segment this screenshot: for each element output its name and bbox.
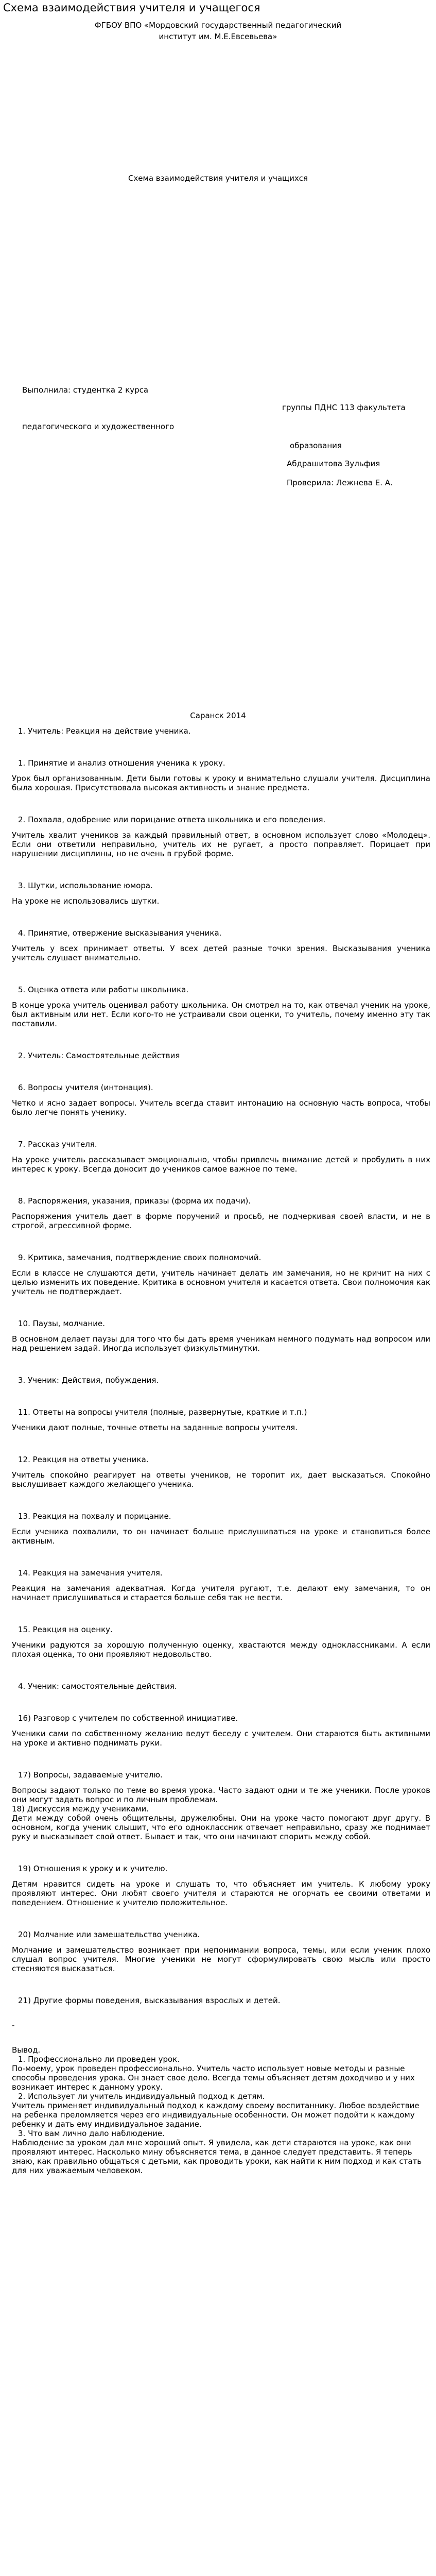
section-heading: 11. Ответы на вопросы учителя (полные, развернутые, краткие и т.п.)	[18, 1408, 307, 1417]
section-heading: 4. Принятие, отвержение высказывания ученика.	[18, 928, 222, 938]
section-paragraph: Если в классе не слушаются дети, учитель начинает делать им замечания, но не кричит на них с целью изменить их поведение. Критика в основном учителя и касается ответа. Свои полномочия как учитель не подтверждает.	[12, 1268, 430, 1296]
conclusion-question: 3. Что вам лично дало наблюдение.	[18, 2129, 165, 2138]
city-year: Саранск 2014	[190, 711, 246, 720]
section-heading: 12. Реакция на ответы ученика.	[18, 1455, 149, 1464]
section-heading: 8. Распоряжения, указания, приказы (форма их подачи).	[18, 1196, 251, 1206]
section-heading: 5. Оценка ответа или работы школьника.	[18, 985, 189, 994]
section-paragraph: Молчание и замешательство возникает при непонимании вопроса, темы, или если ученик плохо слушал вопрос учителя. Многие ученики не могут сформулировать свою мысль или просто стесняются высказаться.	[12, 1945, 430, 1973]
section-heading: 15. Реакция на оценку.	[18, 1625, 113, 1634]
author-line-1: Выполнила: студентка 2 курса	[22, 385, 149, 395]
conclusion-bullet: -	[12, 2021, 15, 2030]
section-heading: 20) Молчание или замешательство ученика.	[18, 1930, 200, 1939]
section-paragraph: Ученики радуются за хорошую полученную оценку, хвастаются между одноклассниками. А если плохая оценка, то они проявляют недовольство.	[12, 1640, 430, 1659]
section-heading: 6. Вопросы учителя (интонация).	[18, 1083, 153, 1092]
section-paragraph: Учитель хвалит учеников за каждый правильный ответ, в основном использует слово «Молодец». Если они ответили неправильно, учитель их не ругает, а просто поправляет. Порицает при нарушении дисциплины, но не очень в грубой форме.	[12, 831, 430, 858]
conclusion-question: 2. Использует ли учитель индивидуальный подход к детям.	[18, 2092, 265, 2101]
conclusion-question: 1. Профессионально ли проведен урок.	[18, 2055, 180, 2064]
section-heading: 21) Другие формы поведения, высказывания взрослых и детей.	[18, 1996, 281, 2005]
section-heading: 4. Ученик: самостоятельные действия.	[18, 1682, 177, 1691]
conclusion-answer: По-моему, урок проведен профессионально. Учитель часто использует новые методы и разные способы проведения урока. Он знает свое дело. Всегда темы объясняет детям доходчиво и у них возникает интерес к данному уроку.	[12, 2064, 415, 2092]
author-line-3: педагогического и художественного	[22, 422, 175, 431]
section-paragraph: Детям нравится сидеть на уроке и слушать то, что объясняет им учитель. К любому уроку проявляют интерес. Они любят своего учителя и стараются не огорчать ее своими ответами и поведением. Отношение к учителю положительное.	[12, 1879, 430, 1907]
section-heading: 14. Реакция на замечания учителя.	[18, 1568, 163, 1578]
author-line-2: группы ПДНС 113 факультета	[282, 403, 406, 412]
section-paragraph: Ученики сами по собственному желанию ведут беседу с учителем. Они стараются быть активными на уроке и активно поднимать руки.	[12, 1729, 430, 1748]
section-heading: 13. Реакция на похвалу и порицание.	[18, 1512, 171, 1521]
section-heading: 9. Критика, замечания, подтверждение своих полномочий.	[18, 1253, 261, 1262]
document-title: Схема взаимодействия учителя и учащегося	[3, 2, 260, 14]
section-heading: 17) Вопросы, задаваемые учителю.	[18, 1770, 163, 1780]
section-heading: 2. Учитель: Самостоятельные действия	[18, 1051, 180, 1060]
section-heading: 7. Рассказ учителя.	[18, 1140, 97, 1149]
conclusion-answer: Учитель применяет индивидуальный подход к каждому своему воспитаннику. Любое воздействие на ребенка преломляется через его индивидуальные особенности. Он может подойти к каждому ребенку и дать ему индивидуальное задание.	[12, 2101, 420, 2129]
section-paragraph: На уроке не использовались шутки.	[12, 896, 160, 906]
section-paragraph: Вопросы задают только по теме во время урока. Часто задают одни и те же ученики. После уроков они могут задать вопрос и по личным проблемам.	[12, 1786, 430, 1804]
section-paragraph: 18) Дискуссия между учениками.	[12, 1804, 149, 1814]
document-body	[12, 726, 430, 2175]
section-paragraph: Урок был организованным. Дети были готовы к уроку и внимательно слушали учителя. Дисциплина была хорошая. Присутствовала высокая активность и знание предмета.	[12, 774, 430, 792]
section-paragraph: Распоряжения учитель дает в форме поручений и просьб, не подчеркивая своей власти, и не в строгой, агрессивной форме.	[12, 1212, 430, 1230]
section-heading: 3. Шутки, использование юмора.	[18, 881, 153, 890]
section-paragraph: Учитель у всех принимает ответы. У всех детей разные точки зрения. Высказывания ученика учитель слушает внимательно.	[12, 944, 430, 962]
section-paragraph: В основном делает паузы для того что бы дать время ученикам немного подумать над вопросом или над решением задай. Иногда использует физкультминутки.	[12, 1334, 430, 1353]
author-line-6: Проверила: Лежнева Е. А.	[287, 478, 393, 487]
section-heading: 2. Похвала, одобрение или порицание ответа школьника и его поведения.	[18, 815, 326, 824]
section-heading: 1. Принятие и анализ отношения ученика к уроку.	[18, 758, 225, 768]
section-paragraph: На уроке учитель рассказывает эмоционально, чтобы привлечь внимание детей и пробудить в них интерес к уроку. Всегда доносит до учеников самое важное по теме.	[12, 1155, 430, 1174]
institution-line-2: институт им. М.Е.Евсевьева»	[159, 32, 277, 41]
author-line-5: Абдрашитова Зульфия	[287, 459, 380, 468]
conclusion-heading: Вывод.	[12, 2045, 41, 2055]
document-heading: Схема взаимодействия учителя и учащихся	[128, 174, 308, 183]
institution-line-1: ФГБОУ ВПО «Мордовский государственный педагогический	[94, 21, 342, 30]
section-heading: 3. Ученик: Действия, побуждения.	[18, 1376, 159, 1385]
section-paragraph: Учитель спокойно реагирует на ответы учеников, не торопит их, дает высказаться. Спокойно выслушивает каждого желающего ученика.	[12, 1470, 430, 1489]
section-paragraph: В конце урока учитель оценивал работу школьника. Он смотрел на то, как отвечал ученик на уроке, был активным или нет. Если кого-то не устраивали свои оценки, то учитель, почему именно эту так поставили.	[12, 1001, 430, 1028]
section-heading: 1. Учитель: Реакция на действие ученика.	[18, 726, 191, 736]
conclusion-answer: Наблюдение за уроком дал мне хороший опыт. Я увидела, как дети стараются на уроке, как они проявляют интерес. Насколько мину объясняется тема, в данное следует представить. Я теперь знаю, как правильно общаться с детьми, как проводить уроки, как найти к ним подход и как стать для них уважаемым человеком.	[12, 2138, 422, 2175]
section-heading: 19) Отношения к уроку и к учителю.	[18, 1864, 168, 1873]
section-paragraph: Реакция на замечания адекватная. Когда учителя ругают, т.е. делают ему замечания, то он начинает прислушиваться и старается больше себя так не вести.	[12, 1584, 430, 1602]
section-paragraph: Если ученика похвалили, то он начинает больше прислушиваться на уроке и становиться более активным.	[12, 1527, 430, 1546]
section-paragraph: Четко и ясно задает вопросы. Учитель всегда ставит интонацию на основную часть вопроса, чтобы было легче понять ученику.	[12, 1098, 430, 1117]
section-heading: 10. Паузы, молчание.	[18, 1319, 106, 1328]
section-paragraph: Ученики дают полные, точные ответы на заданные вопросы учителя.	[12, 1423, 298, 1432]
author-line-4: образования	[290, 441, 342, 450]
section-paragraph: Дети между собой очень общительны, дружелюбны. Они на уроке часто помогают друг другу. В основном, когда ученик слышит, что его одноклассник отвечает неправильно, сразу же поднимает руку и высказывает свой ответ. Бывает и так, что они начинают спорить между собой.	[12, 1814, 430, 1841]
section-heading: 16) Разговор с учителем по собственной инициативе.	[18, 1714, 238, 1723]
